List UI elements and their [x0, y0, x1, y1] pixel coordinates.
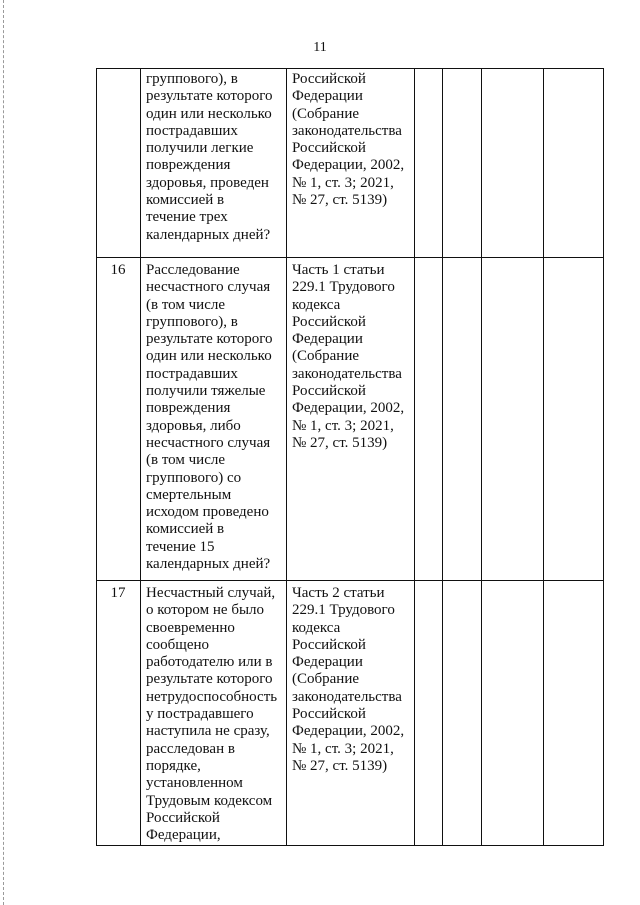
column-divider [140, 68, 141, 846]
row-divider [96, 257, 604, 258]
row-divider [96, 580, 604, 581]
question-text: Несчастный случай, о котором не было своевременно сообщено работодателю или в результате которого нетрудоспособность у пострадавшего наступила не сразу, расследован в порядке, установленном Трудовым кодексом Российской Федерации, [146, 585, 278, 844]
scan-edge [3, 0, 5, 905]
column-divider [481, 68, 482, 846]
checklist-table [96, 68, 604, 846]
legal-reference: Часть 1 статьи 229.1 Трудового кодекса Российской Федерации (Собрание законодательства Российской Федерации, 2002, № 1, ст. 3; 2021, № 27, ст. 5139) [292, 262, 405, 451]
column-divider [442, 68, 443, 846]
table-border-top [96, 68, 604, 69]
row-number: 17 [110, 585, 126, 601]
column-divider [543, 68, 544, 846]
table-border-bottom [96, 845, 604, 846]
legal-reference: Часть 2 статьи 229.1 Трудового кодекса Российской Федерации (Собрание законодательства Российской Федерации, 2002, № 1, ст. 3; 2021, № 27, ст. 5139) [292, 585, 405, 774]
legal-reference: Российской Федерации (Собрание законодательства Российской Федерации, 2002, № 1, ст. 3; 2021, № 27, ст. 5139) [292, 71, 405, 209]
column-divider [286, 68, 287, 846]
question-text: группового), в результате которого один или несколько пострадавших получили легкие повреждения здоровья, проведен комиссией в течение трех календарных дней? [146, 71, 273, 243]
question-text: Расследование несчастного случая (в том числе группового), в результате которого один или несколько пострадавших получили тяжелые повреждения здоровья, либо несчастного случая (в том числе группового) со смертельным исходом проведено комиссией в течение 15 календарных дней? [146, 262, 273, 573]
column-divider [414, 68, 415, 846]
column-divider [603, 68, 604, 846]
row-number: 16 [110, 262, 126, 278]
column-divider [96, 68, 97, 846]
page-number: 11 [313, 40, 327, 55]
